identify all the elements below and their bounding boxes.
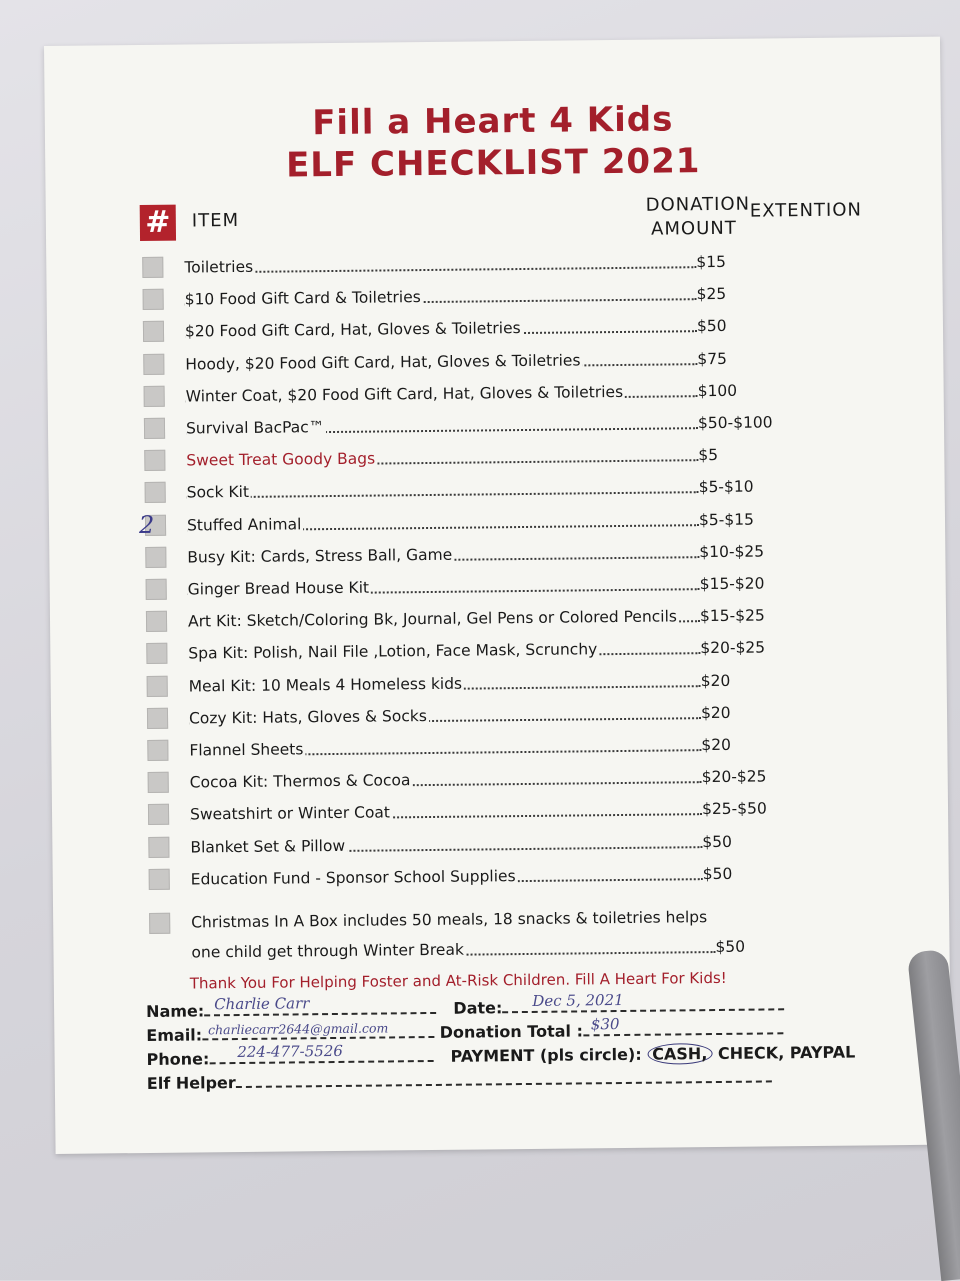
phone-value: 224-477-5526 xyxy=(237,1041,343,1062)
item-label-text: Busy Kit: Cards, Stress Ball, Game xyxy=(187,545,453,567)
checkbox[interactable] xyxy=(146,579,167,600)
checkbox[interactable] xyxy=(142,257,163,278)
email-label: Email: xyxy=(146,1025,203,1045)
christmas-box-line-1: Christmas In A Box includes 50 meals, 18 snacks & toiletries helps xyxy=(191,908,708,932)
list-item xyxy=(143,312,803,347)
item-amount: $100 xyxy=(697,381,738,400)
item-label-text: Ginger Bread House Kit xyxy=(187,578,370,599)
item-label xyxy=(190,797,702,828)
checkbox[interactable] xyxy=(147,675,168,696)
list-item xyxy=(144,441,804,476)
list-item xyxy=(147,667,807,702)
title-line-2: ELF CHECKLIST 2021 xyxy=(285,141,701,186)
checkbox[interactable] xyxy=(149,913,170,934)
item-label xyxy=(190,829,702,860)
name-field[interactable] xyxy=(204,996,436,1016)
checkbox[interactable] xyxy=(147,708,168,729)
email-field[interactable] xyxy=(202,1020,434,1040)
handwritten-quantity: 2 xyxy=(138,510,155,539)
list-item xyxy=(147,699,807,734)
christmas-box-line-2-text: one child get through Winter Break xyxy=(191,940,465,962)
email-value: charliecarr2644@gmail.com xyxy=(207,1020,389,1038)
item-label-text: Spa Kit: Polish, Nail File ,Lotion, Face Mask, Scrunchy xyxy=(188,640,598,663)
item-label-text: Flannel Sheets xyxy=(189,740,304,760)
checkbox[interactable] xyxy=(144,386,165,407)
item-label-text: Hoody, $20 Food Gift Card, Hat, Gloves & Toiletries xyxy=(185,350,581,374)
item-label xyxy=(187,539,699,570)
item-label xyxy=(189,668,701,699)
list-item xyxy=(149,860,809,895)
checkbox[interactable] xyxy=(143,321,164,342)
list-item xyxy=(143,345,803,380)
payment-cash-option[interactable]: CASH, xyxy=(647,1043,712,1065)
date-field[interactable] xyxy=(502,992,784,1013)
item-label xyxy=(190,764,702,795)
elf-helper-label: Elf Helper xyxy=(146,1073,236,1093)
item-label-text: Blanket Set & Pillow xyxy=(190,836,346,857)
christmas-box-row xyxy=(149,902,809,962)
item-label-text: Sweatshirt or Winter Coat xyxy=(189,803,391,824)
checklist-paper xyxy=(44,37,952,1154)
header-donation-line-2: AMOUNT xyxy=(651,217,737,240)
item-label-text: Cocoa Kit: Thermos & Cocoa xyxy=(189,771,411,792)
donation-total-label: Donation Total : xyxy=(439,1021,584,1042)
item-label xyxy=(189,700,701,731)
name-value: Charlie Carr xyxy=(214,994,310,1014)
checkbox[interactable] xyxy=(148,836,169,857)
list-item xyxy=(143,280,803,315)
item-amount: $25-$50 xyxy=(701,799,767,819)
item-label xyxy=(184,249,696,280)
checkbox[interactable] xyxy=(145,482,166,503)
item-amount: $20-$25 xyxy=(701,767,767,787)
item-amount: $20 xyxy=(701,735,732,755)
header-extention: EXTENTION xyxy=(749,199,863,222)
christmas-box-line-2 xyxy=(191,933,715,966)
item-amount: $15-$20 xyxy=(699,574,765,594)
item-amount: $20 xyxy=(700,703,731,722)
item-label-text: Meal Kit: 10 Meals 4 Homeless kids xyxy=(188,674,463,696)
list-item xyxy=(147,731,807,766)
item-label-text: $10 Food Gift Card & Toiletries xyxy=(184,288,421,309)
item-label xyxy=(189,732,701,763)
item-amount: $50 xyxy=(702,832,733,851)
item-label xyxy=(187,475,699,506)
checkbox[interactable] xyxy=(146,611,167,632)
item-label-text: Stuffed Animal xyxy=(186,514,302,535)
checkbox[interactable] xyxy=(145,547,166,568)
title-line-1: Fill a Heart 4 Kids xyxy=(312,99,674,144)
item-label-text: $20 Food Gift Card, Hat, Gloves & Toiletries xyxy=(184,319,521,341)
item-amount: $15 xyxy=(696,252,726,272)
item-label xyxy=(185,281,697,312)
date-value: Dec 5, 2021 xyxy=(532,990,624,1010)
hash-icon: # xyxy=(140,205,176,241)
donation-total-value: $30 xyxy=(590,1015,620,1034)
list-item xyxy=(144,409,804,444)
list-item xyxy=(146,634,806,669)
item-label xyxy=(188,603,700,634)
item-amount: $5-$10 xyxy=(698,477,754,497)
item-label-text: Toiletries xyxy=(184,257,254,277)
item-amount: $50-$100 xyxy=(697,413,773,433)
item-label xyxy=(186,410,698,441)
list-item xyxy=(146,570,806,605)
list-item xyxy=(142,248,802,283)
item-amount: $5-$15 xyxy=(698,510,754,529)
list-item xyxy=(148,828,808,863)
item-label xyxy=(186,442,698,473)
header-item: ITEM xyxy=(191,209,240,232)
date-label: Date: xyxy=(453,998,503,1018)
checkbox[interactable] xyxy=(148,804,169,825)
list-item xyxy=(145,473,805,508)
checkbox[interactable] xyxy=(148,772,169,793)
list-item xyxy=(145,538,805,573)
item-label-text: Art Kit: Sketch/Coloring Bk, Journal, Gel Pens or Colored Pencils xyxy=(187,607,678,631)
checkbox[interactable] xyxy=(143,353,164,374)
list-item xyxy=(148,795,808,830)
item-label-text: Survival BacPac™ xyxy=(185,418,325,438)
item-label-text: Sock Kit xyxy=(186,483,250,502)
checkbox[interactable] xyxy=(143,289,164,310)
item-label xyxy=(188,636,700,667)
list-item xyxy=(144,377,804,412)
item-label-text: Sweet Treat Goody Bags xyxy=(186,449,376,470)
item-amount: $50 xyxy=(702,864,733,883)
christmas-box-amount: $50 xyxy=(715,937,746,957)
checkbox[interactable] xyxy=(149,869,170,890)
donation-total-field[interactable] xyxy=(583,1016,783,1036)
checkbox[interactable] xyxy=(147,740,168,761)
payment-paypal-option[interactable]: PAYPAL xyxy=(789,1042,856,1063)
item-label xyxy=(191,861,703,892)
item-amount: $25 xyxy=(696,285,727,304)
item-label-text: Education Fund - Sponsor School Supplies xyxy=(190,866,516,889)
item-amount: $50 xyxy=(696,317,727,336)
phone-field[interactable] xyxy=(209,1041,433,1064)
phone-label: Phone: xyxy=(146,1049,210,1069)
item-amount: $15-$25 xyxy=(699,606,765,626)
item-label xyxy=(185,314,697,345)
item-amount: $20-$25 xyxy=(700,638,766,658)
checkbox[interactable] xyxy=(146,643,167,664)
header-donation-amount xyxy=(645,193,751,242)
item-label-text: Cozy Kit: Hats, Gloves & Socks xyxy=(188,706,427,728)
list-item xyxy=(148,763,808,798)
checkbox[interactable] xyxy=(144,418,165,439)
payment-label: PAYMENT (pls circle): xyxy=(450,1044,642,1066)
item-amount: $5 xyxy=(698,446,719,465)
item-label xyxy=(185,346,697,377)
thank-you-note: Thank You For Helping Foster and At-Risk Children. Fill A Heart For Kids! xyxy=(189,968,727,993)
item-label xyxy=(186,378,698,409)
checkbox[interactable] xyxy=(144,450,165,471)
item-label-text: Winter Coat, $20 Food Gift Card, Hat, Gloves & Toiletries xyxy=(185,382,624,406)
name-label: Name: xyxy=(146,1001,205,1021)
list-item xyxy=(146,602,806,637)
header-donation-line-1: DONATION xyxy=(645,193,751,216)
payment-check-option[interactable]: CHECK, xyxy=(717,1043,785,1063)
item-amount: $10-$25 xyxy=(699,542,765,561)
item-amount: $20 xyxy=(700,671,731,690)
list-item xyxy=(138,506,805,541)
item-label xyxy=(187,507,699,538)
item-label xyxy=(188,571,700,602)
item-amount: $75 xyxy=(697,349,727,368)
